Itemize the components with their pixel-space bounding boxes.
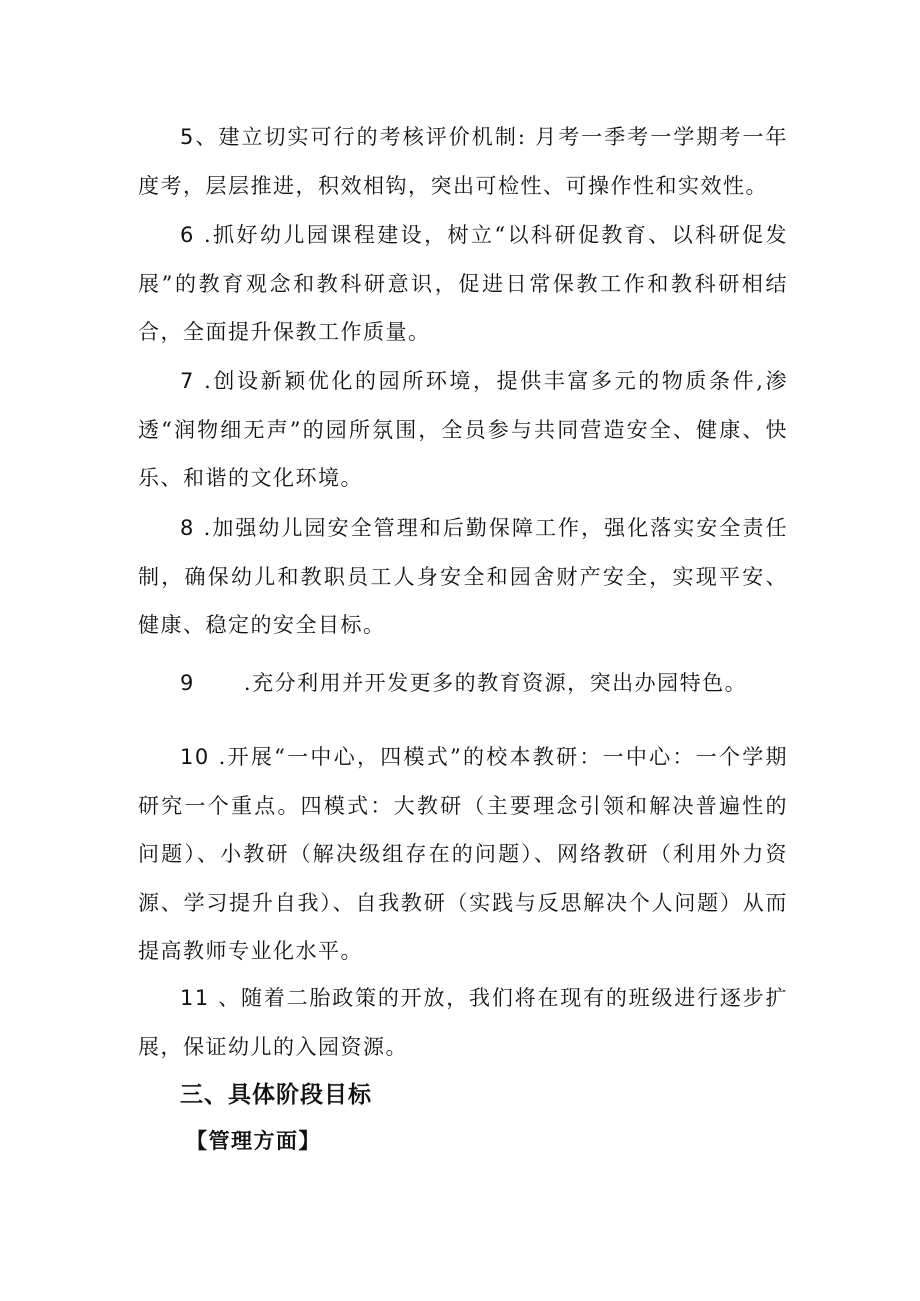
- paragraph-number: 8: [180, 516, 195, 540]
- paragraph-number: 5: [180, 125, 195, 149]
- paragraph-7: [138, 357, 788, 503]
- paragraph-6: [138, 211, 788, 357]
- paragraph-10: [138, 733, 788, 976]
- paragraph-number: 7: [180, 369, 195, 393]
- paragraph-number: 11: [180, 986, 210, 1010]
- paragraph-number: 9: [180, 671, 195, 695]
- paragraph-9: [138, 659, 788, 708]
- paragraph-text: .充分利用并开发更多的教育资源，突出办园特色。: [194, 671, 748, 695]
- paragraph-8: [138, 504, 788, 650]
- paragraph-text: .开展“一中心，四模式”的校本教研：一中心：一个学期研究一个重点。四模式：大教研（主要理念引领和解决普遍性的问题）、小教研（解决级组存在的问题）、网络教研（利用外力资源、学习提升自我）、自我教研（实践与反思解决个人问题）从而提高教师专业化水平。: [138, 745, 788, 963]
- sub-heading: 【管理方面】: [186, 1128, 321, 1153]
- paragraph-number: 10: [180, 745, 210, 769]
- paragraph-text: .加强幼儿园安全管理和后勤保障工作，强化落实安全责任制，确保幼儿和教职员工人身安全和园舍财产安全，实现平安、健康、稳定的安全目标。: [138, 516, 788, 637]
- section-heading: 三、具体阶段目标: [180, 1082, 372, 1108]
- paragraph-text: 、随着二胎政策的开放，我们将在现有的班级进行逐步扩展，保证幼儿的入园资源。: [138, 986, 788, 1059]
- paragraph-5: [138, 113, 788, 210]
- paragraph-text: 、建立切实可行的考核评价机制: 月考一季考一学期考一年度考，层层推进，积效相钩，突出可检性、可操作性和实效性。: [138, 125, 788, 198]
- paragraph-number: 6: [180, 223, 195, 247]
- paragraph-11: [138, 974, 788, 1071]
- paragraph-text: .创设新颖优化的园所环境，提供丰富多元的物质条件,渗透“润物细无声”的园所氛围，全员参与共同营造安全、健康、快乐、和谐的文化环境。: [138, 369, 788, 490]
- paragraph-text: .抓好幼儿园课程建设，树立“以科研促教育、以科研促发展”的教育观念和教科研意识，促进日常保教工作和教科研相结合，全面提升保教工作质量。: [138, 223, 788, 344]
